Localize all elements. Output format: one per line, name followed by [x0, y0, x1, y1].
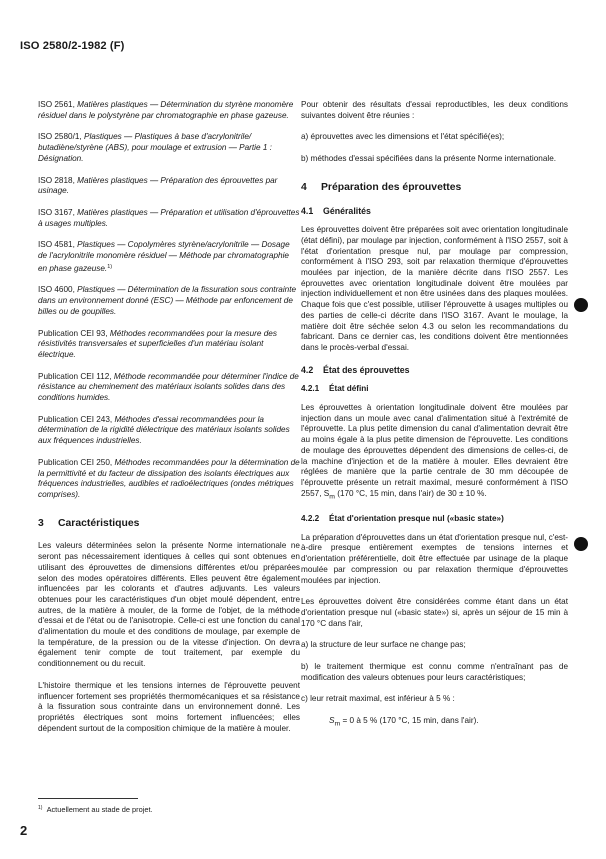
section-3-paragraph-1: Les valeurs déterminées selon la présente Norme internationale ne seront pas nécessairement identiques à celles qui sont obtenues en utilisant des éprouvettes de dimensions différentes et/ou préparées selon des modes opératoires différents. Elles peuvent être également influencées par les colorants et d'autres adjuvants. Les valeurs obtenues pour les caractéristiques d'un objet moulé dépendent, entre autres, de la matière à mouler, de la forme de l'objet, de la méthode d'essai et de l'état ou de l'anisotropie. Celle-ci est une fonction du canal d'alimentation du moule et des conditions de moulage, par exemple de la température, de la pression ou de la vitesse d'injection. On devra également tenir compte de tout traitement, par exemple du conditionnement ou du recuit. [38, 541, 300, 669]
section-3-paragraph-2: L'histoire thermique et les tensions internes de l'éprouvette peuvent influencer fortement ses propriétés thermomécaniques et sa résistance à la fissuration sous contrainte dans un environnement donné. Les propriétés électriques sont moins fortement influencées; elles dépendent surtout de la composition chimique de la matière à mouler. [38, 680, 300, 733]
reference-title: Plastiques — Plastiques à base d'acrylonitrile/ butadiène/styrène (ABS), pour moulage et extrusion — Partie 1 : Désignation. [38, 132, 272, 163]
section-number: 4 [301, 181, 307, 193]
formula-subscript: m [334, 720, 341, 728]
reference-title: Matières plastiques — Détermination du styrène monomère résiduel dans le polystyrène par chromatographie en phase gazeuse. [38, 100, 294, 120]
section-number: 4.2.2 [301, 514, 320, 524]
reference-item [38, 132, 300, 164]
reference-code: ISO 2818, [38, 175, 78, 185]
reference-title: Méthodes recommandées pour la mesure des résistivités transversales et superficielles d'un matériau isolant électrique. [38, 328, 277, 359]
reference-code: ISO 2580/1, [38, 132, 84, 142]
reference-code: ISO 3167, [38, 207, 78, 217]
section-4-2-1-heading [301, 384, 568, 395]
reference-title: Méthodes d'essai recommandées pour la détermination de la rigidité diélectrique des matériaux isolants solides aux fréquences industrielles. [38, 414, 290, 446]
section-number: 3 [38, 517, 44, 529]
list-item-a: a) éprouvettes avec les dimensions et l'état spécifié(es); [301, 132, 505, 142]
section-title: État des éprouvettes [323, 364, 410, 375]
right-column [301, 100, 568, 742]
left-column [38, 100, 300, 745]
section-4-2-1-paragraph [301, 403, 568, 503]
reference-item [38, 208, 300, 229]
reference-title: Matières plastiques — Préparation et utilisation d'éprouvettes à usages multiples. [38, 207, 300, 228]
reference-item [38, 415, 300, 447]
paragraph-text-end: (170 °C, 15 min, dans l'air) de 30 ± 10 %. [334, 488, 487, 498]
condition-item-c: c) leur retrait maximal, est inférieur à 5 % : [301, 694, 455, 704]
section-number: 4.1 [301, 205, 314, 216]
reference-title: Méthode recommandée pour déterminer l'indice de résistance au cheminement des matériaux isolants solides dans des conditions humides. [38, 371, 299, 403]
reference-code: Publication CEI 243, [38, 414, 115, 424]
formula-text: = 0 à 5 % (170 °C, 15 min, dans l'air). [340, 716, 479, 726]
reference-item [38, 285, 300, 317]
reference-title: Plastiques — Détermination de la fissuration sous contrainte dans un environnement donné (ESC) — Méthode par enfoncement de billes ou de goupilles. [38, 285, 297, 316]
section-title: Caractéristiques [58, 517, 140, 529]
section-4-2-2-paragraph-2: Les éprouvettes doivent être considérées comme étant dans un état d'orientation presque nul («basic state») si, après un séjour de 15 min à 170 °C dans l'air, [301, 597, 568, 628]
reference-title: Matières plastiques — Préparation des éprouvettes par usinage. [38, 175, 278, 196]
reference-code: Publication CEI 93, [38, 328, 110, 338]
standard-identifier: ISO 2580/2-1982 (F) [20, 40, 125, 52]
reference-code: ISO 4581, [38, 240, 78, 250]
reference-code: Publication CEI 250, [38, 457, 115, 467]
reference-code: ISO 2561, [38, 100, 78, 109]
section-title: Préparation des éprouvettes [321, 181, 462, 193]
footnote-divider [38, 798, 138, 799]
footnote-marker: 1) [107, 263, 113, 270]
reference-item [38, 329, 300, 361]
section-4-2-2-paragraph-1: La préparation d'éprouvettes dans un état d'orientation presque nul, c'est-à-dire presque entièrement exemptes de tensions internes et d'orientation préférentielle, doit être effectuée par usinage de la plaque moulée par compression ou par relaxation thermique d'éprouvettes moulées par injection. [301, 532, 568, 585]
section-4-2-2-heading [301, 514, 568, 525]
section-4-1-heading [301, 206, 568, 217]
reference-item [38, 372, 300, 404]
section-4-2-heading [301, 365, 568, 376]
list-item-b: b) méthodes d'essai spécifiées dans la présente Norme internationale. [301, 154, 557, 164]
reference-item [38, 240, 300, 274]
reference-code: Publication CEI 112, [38, 371, 114, 381]
section-4-heading [301, 183, 568, 194]
footnote [38, 805, 153, 814]
section-title: État défini [329, 384, 369, 394]
section-4-1-paragraph: Les éprouvettes doivent être préparées soit avec orientation longitudinale (état défini), par moulage par injection, conformément à l'ISO 2557, soit à l'état d'orientation presque nul, par moulage par compression, conformément à l'ISO 293, soit par relaxation thermique d'éprouvettes moulées par injection, de la manière décrite dans l'ISO 2557. Les éprouvettes avec orientation longitudinale doivent être moulées par injection individuellement et non être usinées dans des plaques moulées. Chaque fois que c'est possible, utiliser l'éprouvette à usages multiples ou des parties de celle-ci décrite dans l'ISO 3167. Avant le moulage, la matière doit être séchée selon 4.3 ou selon les recommandations du fabricant. Dans ce dernier cas, les conditions doivent être mentionnées dans le procès-verbal d'essai. [301, 225, 568, 352]
page-number: 2 [20, 823, 28, 838]
condition-item-a: a) la structure de leur surface ne change pas; [301, 640, 466, 650]
reference-item [38, 100, 300, 121]
revision-bullet-icon [574, 298, 588, 312]
section-number: 4.2 [301, 364, 314, 375]
reference-title: Plastiques — Copolymères styrène/acrylonitrile — Dosage de l'acrylonitrile monomère résiduel — Méthode par chromatographie en phase gazeuse. [38, 240, 290, 273]
shrinkage-formula [301, 716, 568, 730]
section-title: Généralités [323, 205, 371, 216]
footnote-mark: 1) [38, 805, 43, 811]
footnote-text: Actuellement au stade de projet. [46, 805, 153, 814]
reference-title: Méthodes recommandées pour la détermination de la permittivité et du facteur de dissipation des isolants électriques aux fréquences industrielles, audibles et radioélectriques (ondes métriques comprises). [38, 457, 300, 499]
reference-item [38, 458, 300, 501]
formula-symbol: S [329, 716, 335, 726]
paragraph-text: Les éprouvettes à orientation longitudinale doivent être moulées par injection dans un moule avec canal d'alimentation situé à l'extrémité de l'éprouvette. La plus petite dimension du canal d'alimentation devrait être au moins égale à la plus petite dimension de l'éprouvette. Les conditions de moulage des éprouvettes dépendent des dimensions de celles-ci, de la machine d'injection et de la matière à mouler. Elles devraient être réglées de manière que la partie centrale de 30 mm découpée de l'éprouvette présente un retrait maximal, mesuré conformément à l'ISO 2557, S [301, 403, 568, 498]
reference-code: ISO 4600, [38, 285, 78, 295]
reference-item [38, 176, 300, 197]
section-title: État d'orientation presque nul («basic state») [329, 514, 504, 524]
intro-paragraph: Pour obtenir des résultats d'essai reproductibles, les deux conditions suivantes doivent être réunies : [301, 100, 568, 120]
revision-bullet-icon [574, 537, 588, 551]
section-number: 4.2.1 [301, 384, 320, 394]
section-3-heading [38, 519, 300, 530]
subscript: m [329, 493, 335, 501]
condition-item-b: b) le traitement thermique est connu comme n'entraînant pas de modification des valeurs obtenues pour leurs caractéristiques; [301, 662, 568, 682]
